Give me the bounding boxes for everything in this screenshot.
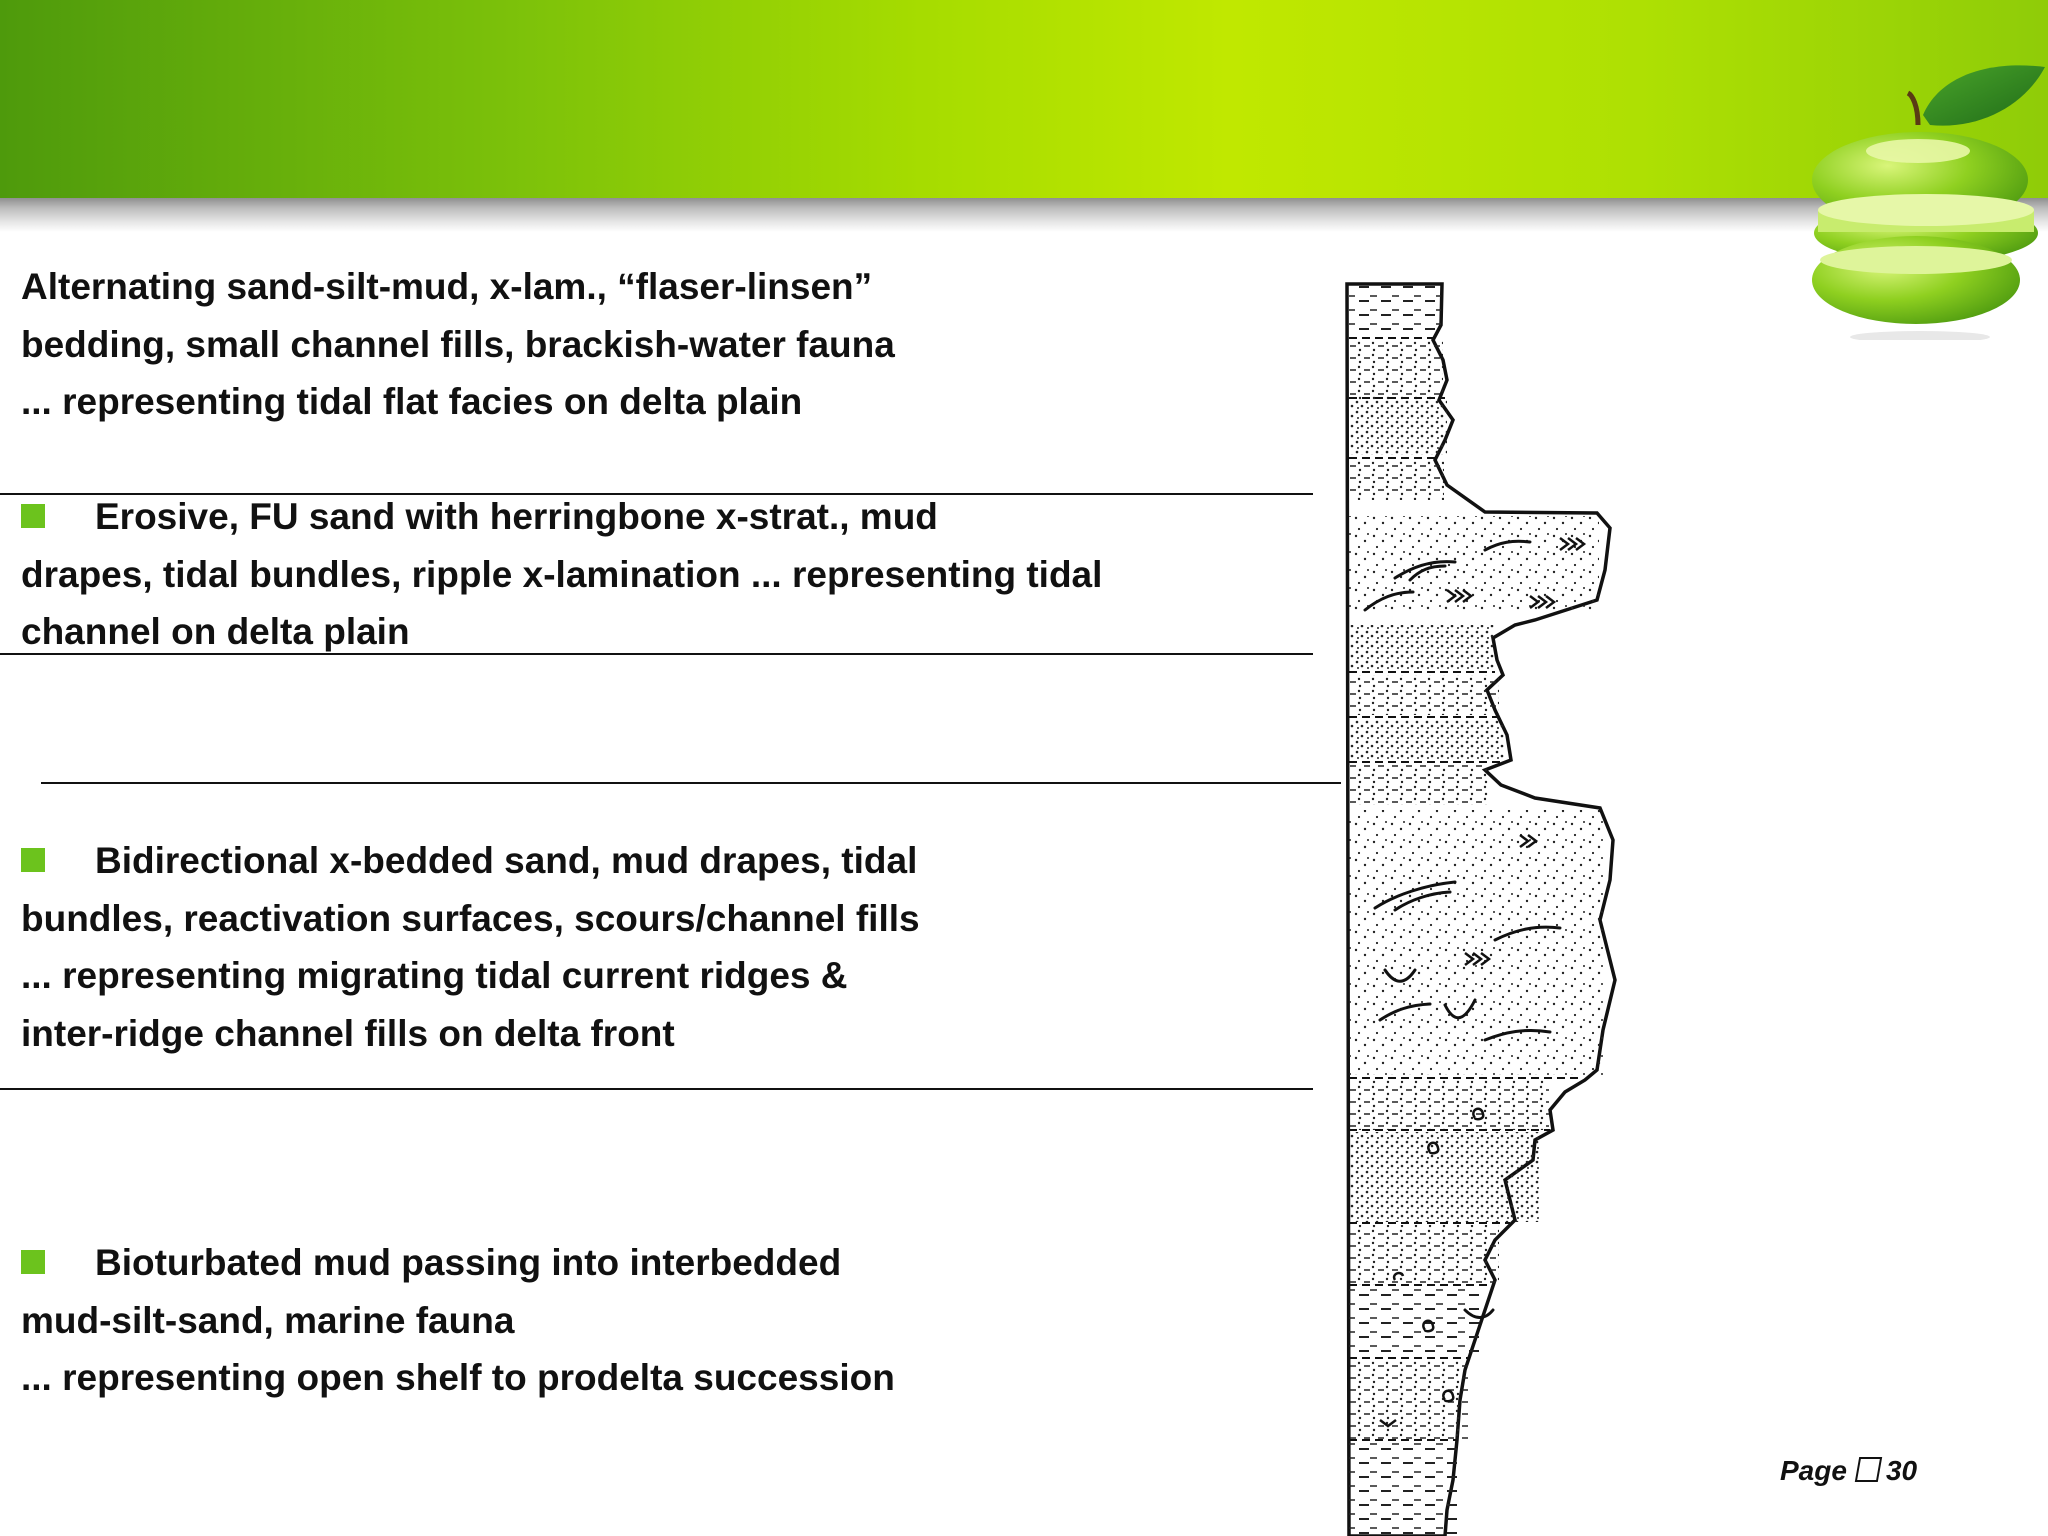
facies-tidal-ridges [21,832,920,1062]
text-line: mud-silt-sand, marine fauna [21,1299,515,1341]
facies-tidal-channel [21,488,1102,661]
green-apple-icon [1800,55,2048,340]
text-line: ... representing open shelf to prodelta succession [21,1357,895,1398]
text-line: Alternating sand-silt-mud, x-lam., “flaser-linsen” [21,266,873,307]
page-number [1780,1455,1917,1487]
square-bullet-icon [21,1250,45,1274]
stratigraphic-column [1335,280,1635,1536]
header-banner [0,0,2048,200]
text-line [21,1234,895,1292]
text-line [21,488,1102,546]
facies-tidal-flat [21,258,895,431]
square-bullet-icon [21,848,45,872]
text-line: ... representing tidal flat facies on delta plain [21,381,803,422]
text-line: bundles, reactivation surfaces, scours/channel fills [21,897,920,939]
text-line: inter-ridge channel fills on delta front [21,1012,675,1054]
divider-line [0,1088,1313,1090]
bullet-text: Erosive, FU sand with herringbone x-strat., mud [95,496,938,537]
page-label: Page [1780,1455,1847,1486]
text-line: drapes, tidal bundles, ripple x-lamination ... representing tidal [21,553,1103,595]
text-line [21,832,920,890]
page-box-icon [1855,1457,1882,1482]
square-bullet-icon [21,504,45,528]
bullet-text: Bidirectional x-bedded sand, mud drapes, tidal [95,840,918,881]
text-line: channel on delta plain [21,611,410,652]
divider-line [41,782,1341,784]
page-number-value: 30 [1885,1455,1918,1486]
facies-prodelta [21,1234,895,1407]
divider-line [0,653,1313,655]
text-line: bedding, small channel fills, brackish-water fauna [21,323,895,365]
bullet-text: Bioturbated mud passing into interbedded [95,1242,842,1283]
text-line: ... representing migrating tidal current ridges & [21,955,848,996]
header-shadow [0,198,2048,232]
